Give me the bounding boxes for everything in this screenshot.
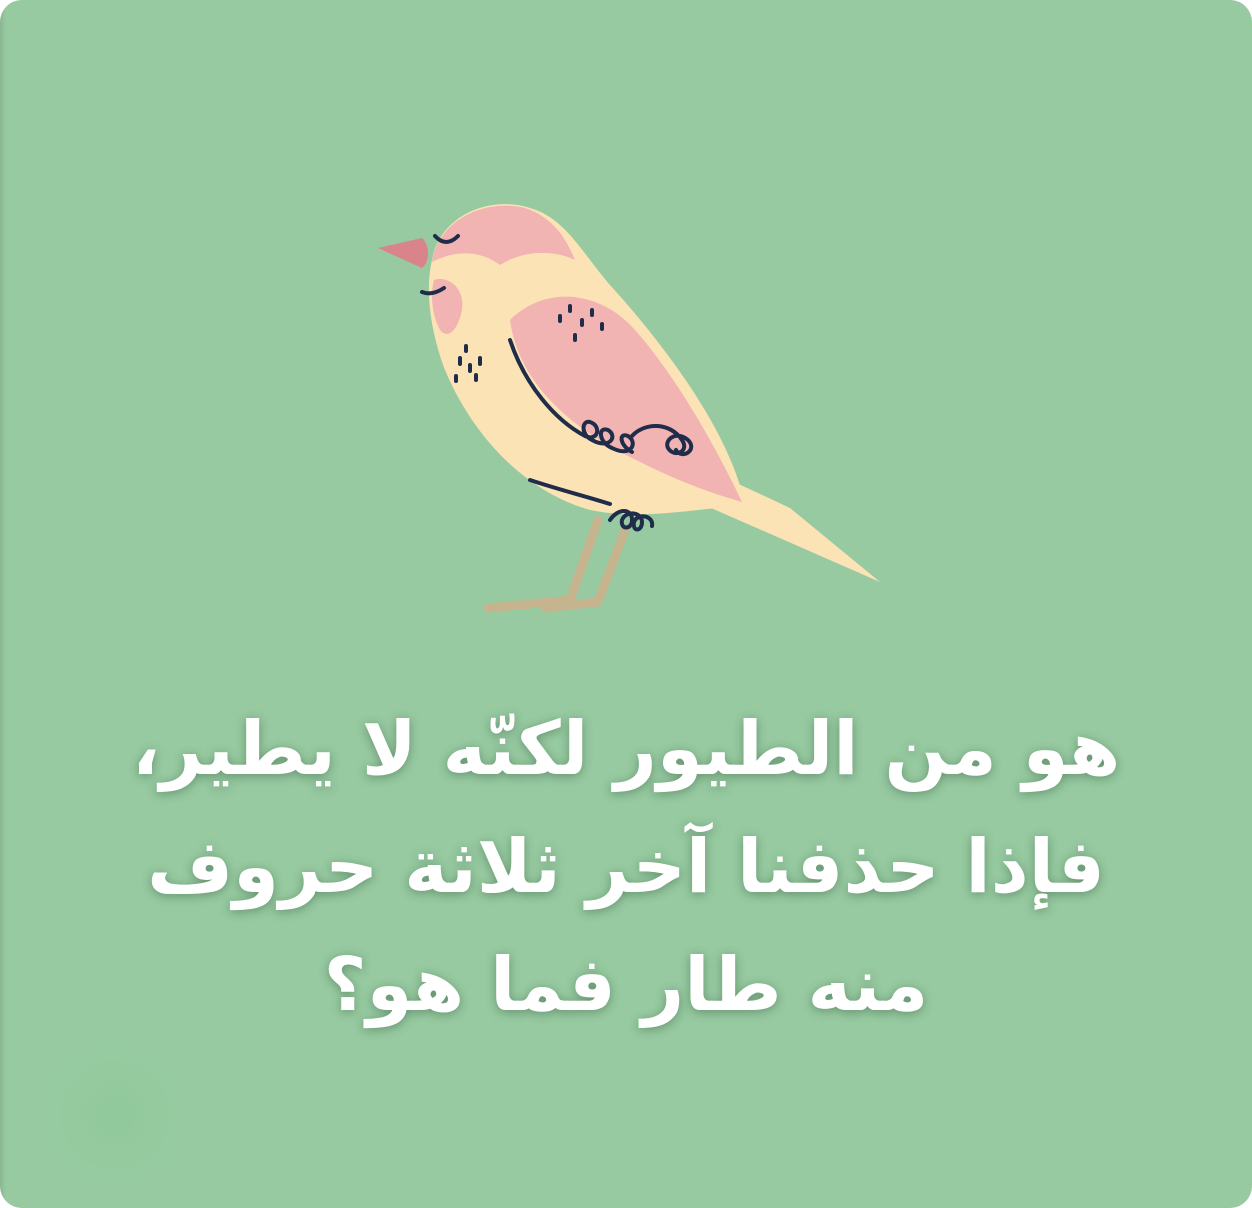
riddle-line-3: منه طار فما هو؟ bbox=[323, 942, 929, 1028]
bird-back-leg bbox=[488, 520, 598, 608]
riddle-text bbox=[60, 690, 1192, 1044]
bird-beak bbox=[378, 238, 428, 268]
bird-illustration bbox=[370, 190, 890, 620]
left-edge-shadow bbox=[0, 0, 6, 1208]
riddle-line-2: فإذا حذفنا آخر ثلاثة حروف bbox=[147, 824, 1105, 910]
riddle-line-1: هو من الطيور لكنّه لا يطير، bbox=[131, 706, 1121, 792]
corner-glow bbox=[40, 1040, 190, 1190]
